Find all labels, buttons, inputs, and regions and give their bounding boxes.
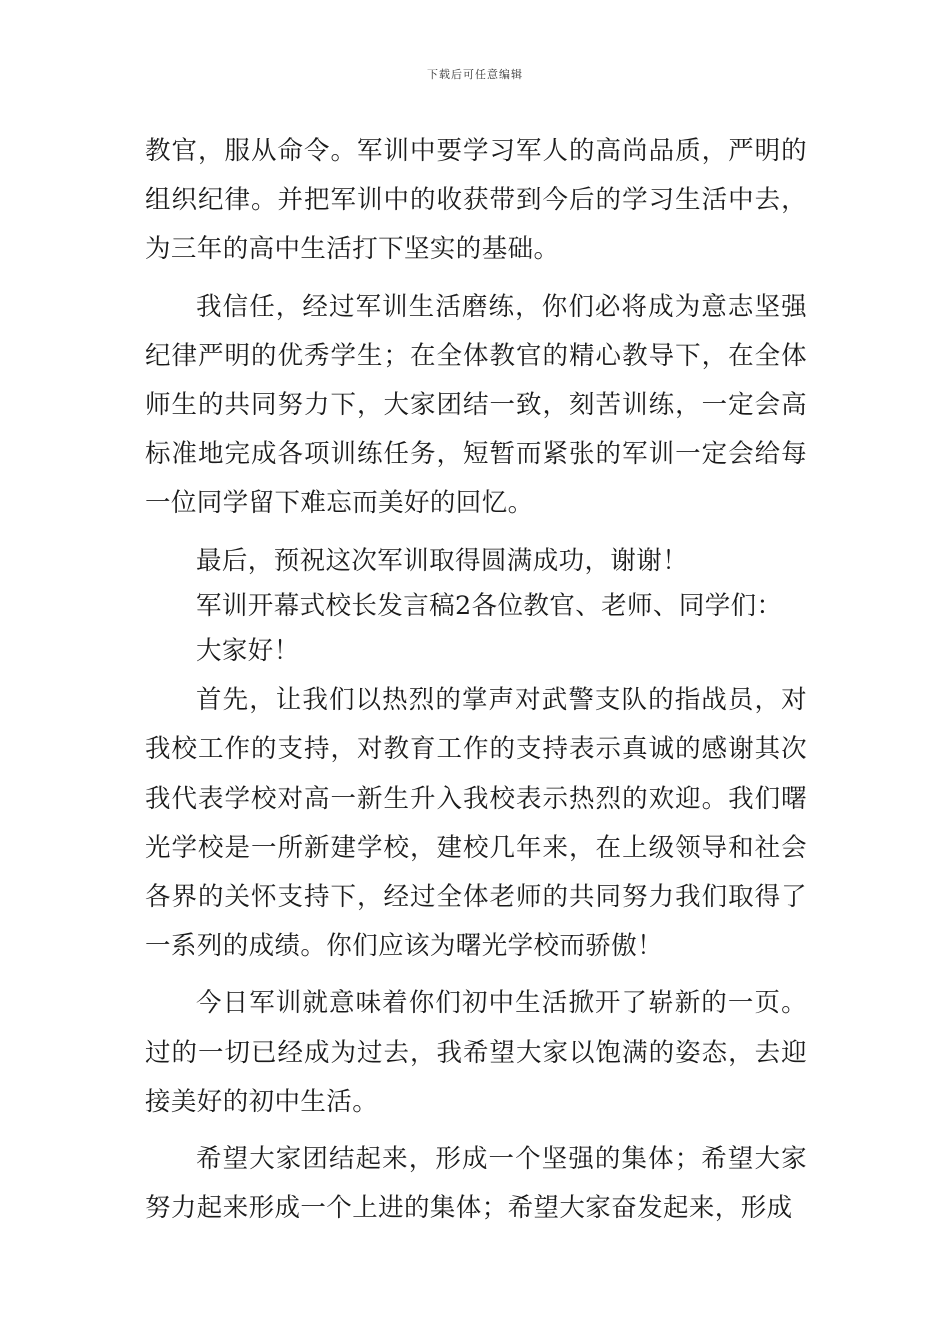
paragraph-4: 军训开幕式校长发言稿2各位教官、老师、同学们： — [196, 590, 783, 621]
paragraph-2: 我信任，经过军训生活磨练，你们必将成为意志坚强纪律严明的优秀学生；在全体教官的精心教导下，在全体师生的共同努力下，大家团结一致，刻苦训练，一定会高标准地完成各项训练任务，短暂而紧张的军训一定会给每一位同学留下难忘而美好的回忆。 — [145, 291, 807, 519]
paragraph-1: 教官，服从命令。军训中要学习军人的高尚品质，严明的组织纪律。并把军训中的收获带到今后的学习生活中去，为三年的高中生活打下坚实的基础。 — [145, 136, 807, 265]
paragraph-7: 今日军训就意味着你们初中生活掀开了崭新的一页。过的一切已经成为过去，我希望大家以饱满的姿态，去迎接美好的初中生活。 — [145, 988, 807, 1117]
paragraph-3: 最后，预祝这次军训取得圆满成功，谢谢！ — [196, 545, 689, 576]
paragraph-6: 首先，让我们以热烈的掌声对武警支队的指战员，对我校工作的支持，对教育工作的支持表示真诚的感谢其次我代表学校对高一新生升入我校表示热烈的欢迎。我们曙光学校是一所新建学校，建校几年来，在上级领导和社会各界的关怀支持下，经过全体老师的共同努力我们取得了一系列的成绩。你们应该为曙光学校而骄傲！ — [145, 685, 807, 962]
document-body — [145, 127, 807, 1233]
paragraph-5: 大家好！ — [196, 636, 300, 667]
paragraph-8: 希望大家团结起来，形成一个坚强的集体；希望大家努力起来形成一个上进的集体；希望大家奋发起来，形成 — [145, 1144, 807, 1224]
page-header-note: 下载后可任意编辑 — [427, 68, 523, 81]
